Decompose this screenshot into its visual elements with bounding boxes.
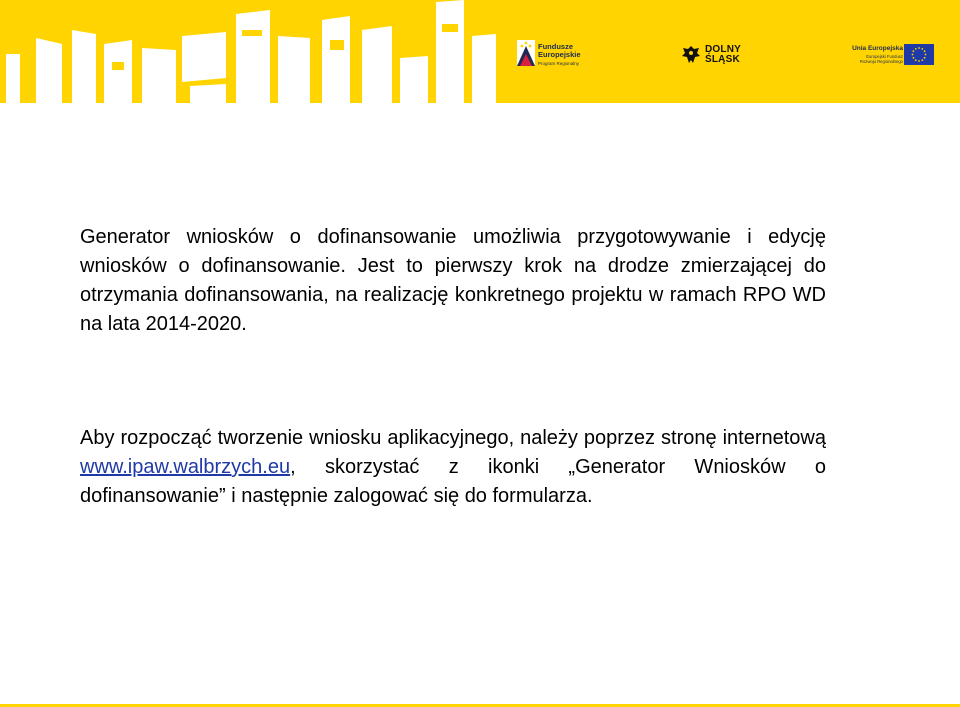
fe-logo-line3: Program Regionalny	[538, 61, 580, 66]
ue-logo-line2-text: Europejski Fundusz	[866, 54, 903, 59]
ipaw-website-link[interactable]: www.ipaw.walbrzych.eu	[80, 456, 291, 478]
instructions-text-before: Aby rozpocząć tworzenie wniosku aplikacyjnego, należy poprzez stronę internetową	[80, 427, 826, 449]
paragraph-instructions-text	[80, 424, 826, 511]
unia-europejska-logo	[842, 43, 938, 69]
paragraph-instructions	[80, 424, 826, 511]
eu-flag-icon	[904, 44, 934, 65]
dolny-slask-logo	[681, 44, 751, 68]
ds-logo-line1: DOLNY	[705, 44, 741, 55]
fundusze-europejskie-emblem-icon	[517, 40, 535, 66]
decorative-blocks	[0, 0, 500, 103]
fe-logo-line1: Fundusze	[538, 42, 573, 51]
paragraph-intro	[80, 223, 826, 339]
fundusze-europejskie-logo	[517, 39, 597, 71]
ue-logo-line1: Unia Europejska	[852, 45, 903, 52]
paragraph-intro-text: Generator wniosków o dofinansowanie umożliwia przygotowywanie i edycję wniosków o dofinansowanie. Jest to pierwszy krok na drodze zmierzającej do otrzymania dofinansowania, na realizację konkretnego projektu w ramach RPO WD na lata 2014-2020.	[80, 226, 826, 335]
eagle-crest-icon	[681, 45, 701, 65]
header-banner	[0, 0, 960, 103]
fe-logo-line2: Europejskie	[538, 50, 581, 59]
instructions-text-after: , skorzystać z ikonki „Generator Wniosków o dofinansowanie” i następnie zalogować się do formularza.	[80, 456, 826, 507]
ue-logo-line3-text: Rozwoju Regionalnego	[859, 59, 903, 64]
ue-logo-line2	[860, 54, 903, 64]
ds-logo-line2: ŚLĄSK	[705, 54, 740, 65]
